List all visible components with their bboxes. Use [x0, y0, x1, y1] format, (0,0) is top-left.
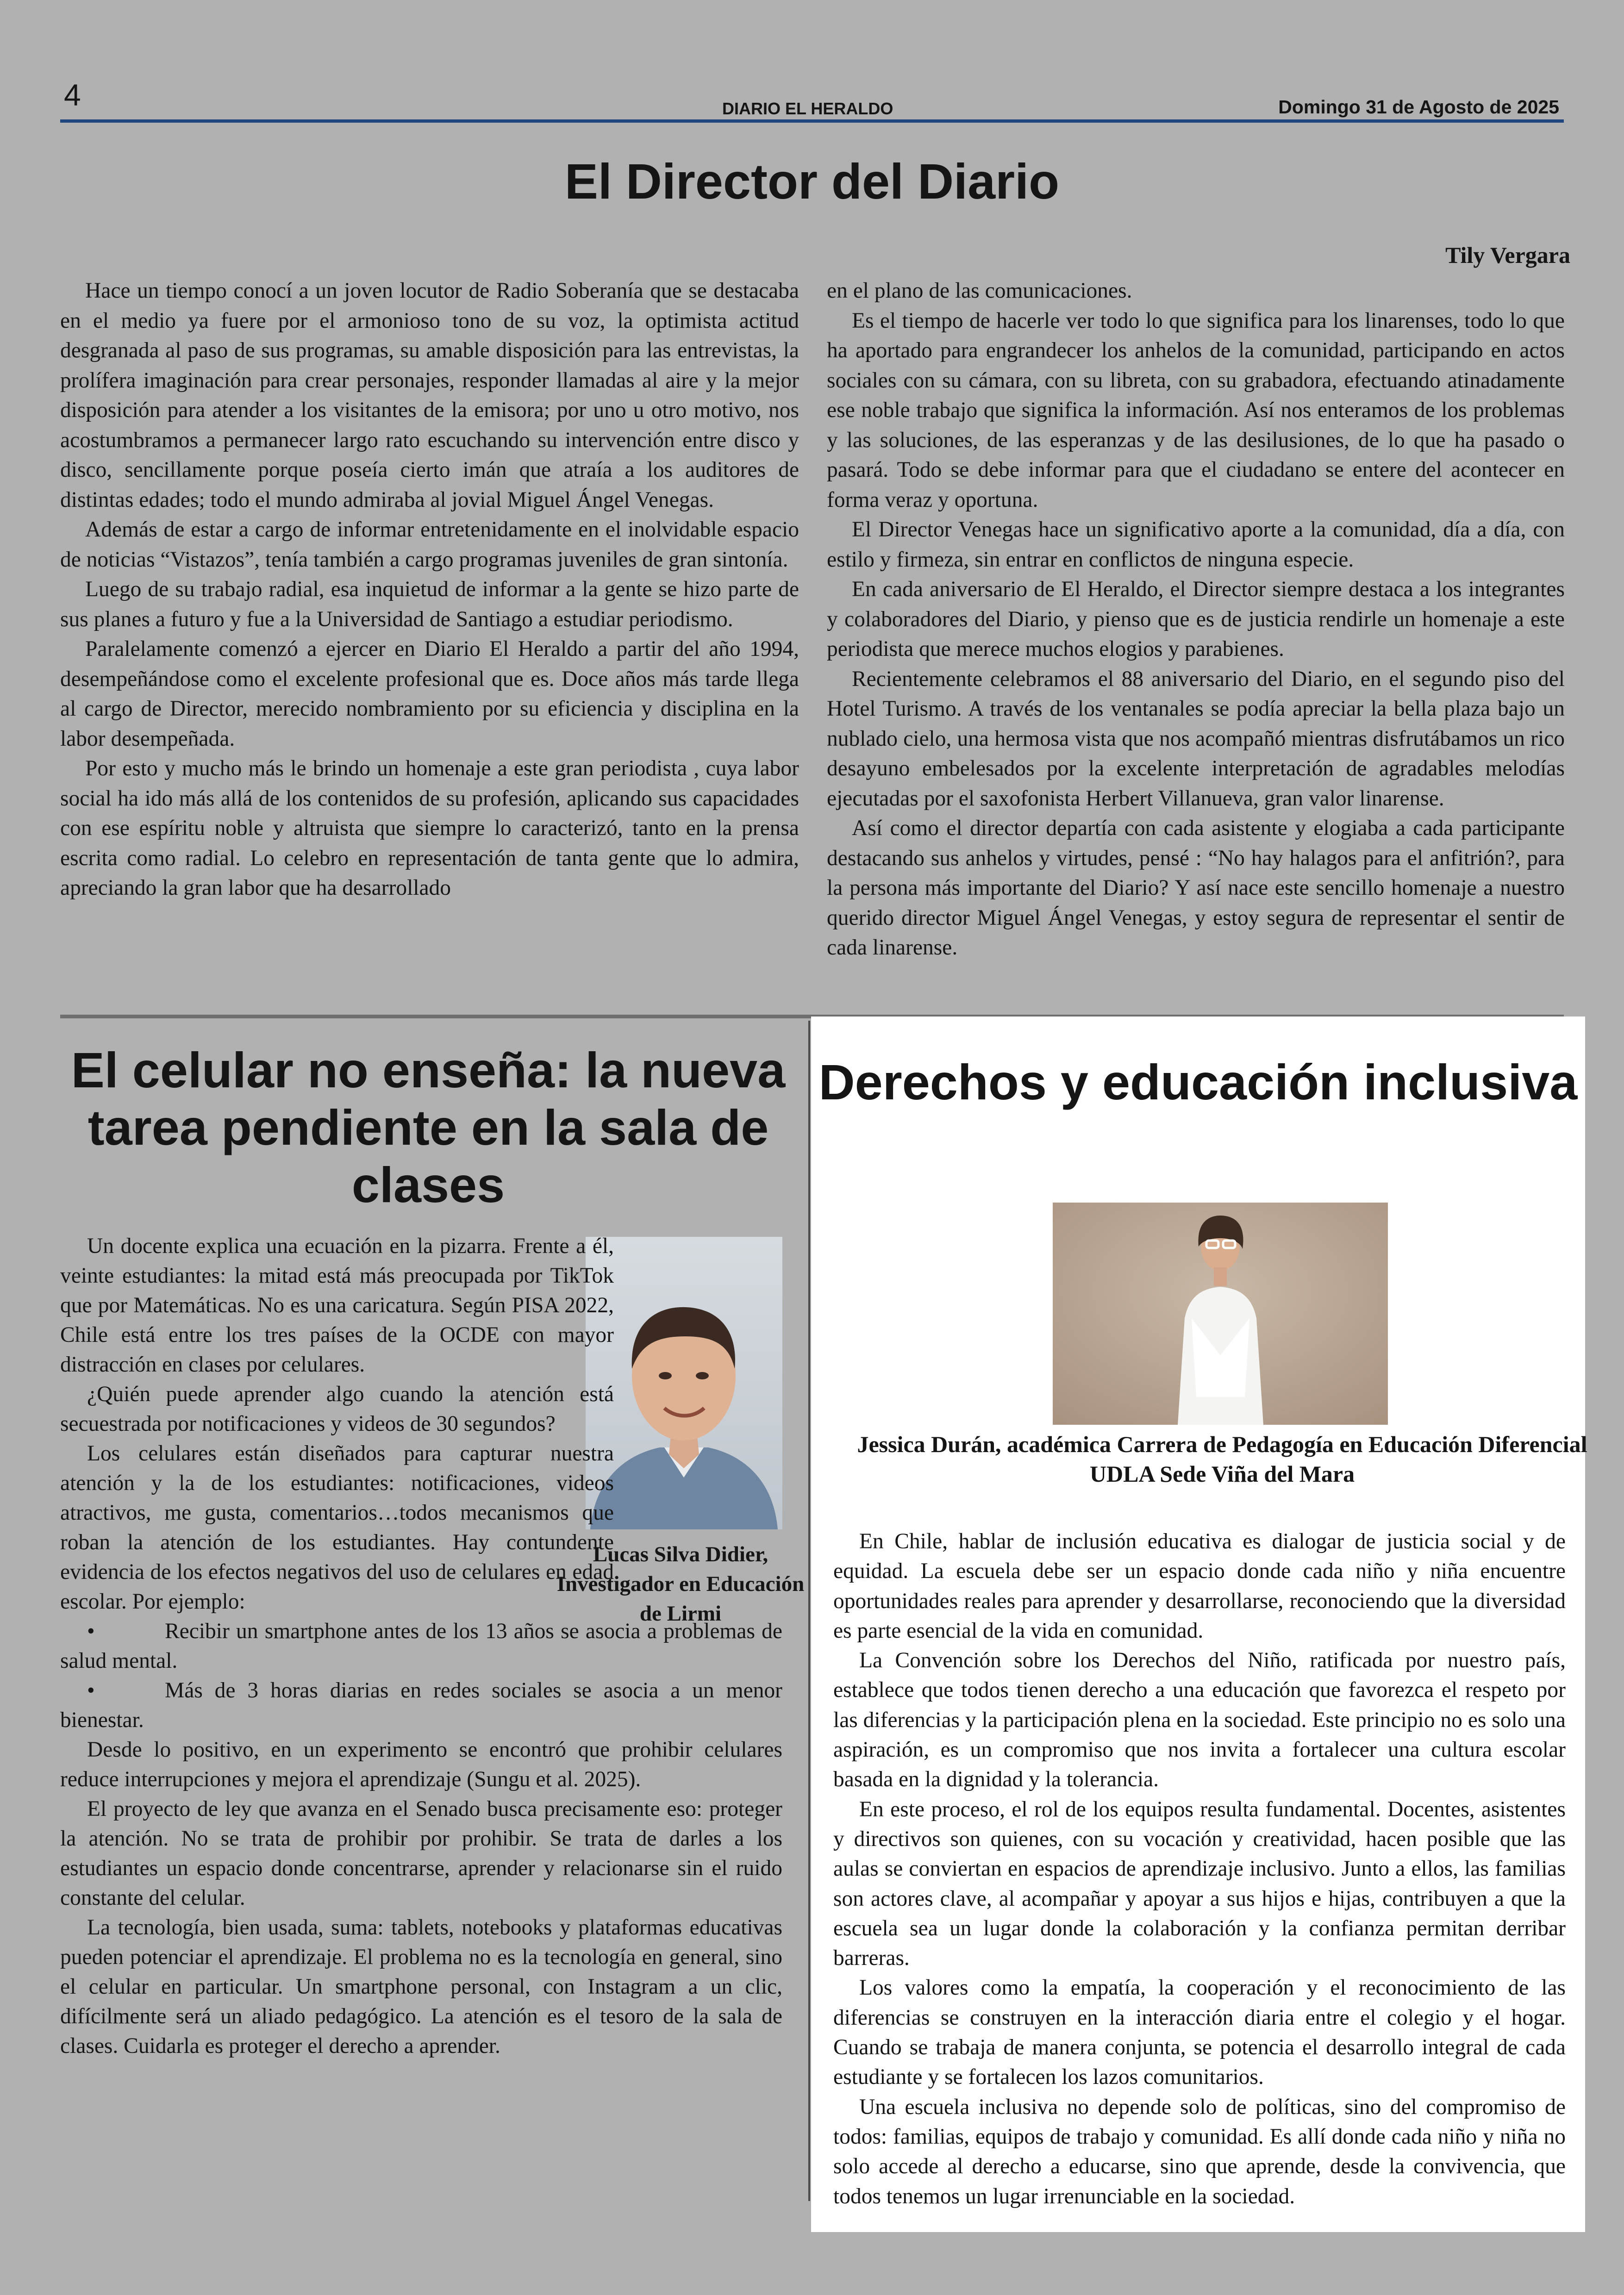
- paragraph: Los valores como la empatía, la cooperación y el reconocimiento de las diferencias se construyen en la interacción diaria entre el colegio y el hogar. Cuando se trabaja de manera conjunta, se potencia el desarrollo integral de cada estudiante y se fortalecen los lazos comunitarios.: [833, 1976, 1566, 2089]
- list-item-text: Más de 3 horas diarias en redes sociales se asocia a un menor bienestar.: [60, 1678, 782, 1732]
- paragraph: Recientemente celebramos el 88 aniversario del Diario, en el segundo piso del Hotel Turismo. A través de los ventanales se podía apreciar la bella plaza bajo un nublado cielo, una hermosa vista que nos acompañó mientras disfrutábamos un rico desayuno embelesados por la excelente interpretación de agradables melodías ejecutadas por el saxofonista Herbert Villanueva, gran valor linarense.: [827, 667, 1565, 811]
- bullet-icon: •: [87, 1678, 95, 1703]
- article-title-celular: El celular no enseña: la nueva tarea pendiente en la sala de clases: [71, 1042, 786, 1213]
- paragraph: Así como el director departía con cada asistente y elogiaba a cada participante destacando sus anhelos y virtudes, pensé : “No hay halagos para el anfitrión?, para la persona más importante del Diario? Y así nace este sencillo homenaje a nuestro querido director Miguel Ángel Venegas, y estoy segura de representar el sentir de cada linarense.: [827, 816, 1565, 960]
- paragraph: Paralelamente comenzó a ejercer en Diario El Heraldo a partir del año 1994, desempeñándose como el excelente profesional que es. Doce años más tarde llega al cargo de Director, merecido nombramiento por su eficiencia y disciplina en la labor desempeñada.: [60, 637, 799, 751]
- paragraph: La Convención sobre los Derechos del Niño, ratificada por nuestro país, establece que todos tienen derecho a una educación que favorezca el respeto por las diferencias y la participación plena en la sociedad. Este principio no es solo una aspiración, es un compromiso que nos invita a fortalecer una cultura escolar basada en la dignidad y la tolerancia.: [833, 1648, 1566, 1792]
- paragraph: Desde lo positivo, en un experimento se encontró que prohibir celulares reduce interrupciones y mejora el aprendizaje (Sungu et al. 2025).: [60, 1738, 782, 1791]
- paragraph: Un docente explica una ecuación en la pizarra. Frente a él, veinte estudiantes: la mitad está más preocupada por TikTok que por Matemáticas. No es una caricatura. Según PISA 2022, Chile está entre los tres países de la OCDE con mayor distracción en clases por celulares.: [60, 1234, 614, 1377]
- list-item: [60, 1616, 782, 1676]
- article-author: Tily Vergara: [1445, 242, 1570, 268]
- paragraph: En este proceso, el rol de los equipos resulta fundamental. Docentes, asistentes y directivos son quienes, con su vocación y creatividad, hacen posible que las aulas se conviertan en espacios de aprendizaje inclusivo. Junto a ellos, las familias son actores clave, al acompañar y apoyar a sus hijos e hijas, contribuyen a que la escuela sea un lugar donde la colaboración y la confianza permitan derribar barreras.: [833, 1797, 1566, 1971]
- paragraph: En cada aniversario de El Heraldo, el Director siempre destaca a los integrantes y colaboradores del Diario, y pienso que es de justicia rendirle un homenaje a este periodista que merece muchos elogios y parabienes.: [827, 577, 1565, 661]
- article-celular-body: [60, 1231, 782, 2061]
- paragraph: Hace un tiempo conocí a un joven locutor de Radio Soberanía que se destacaba en el medio ya fuere por el armonioso tono de su voz, la optimista actitud desgranada al paso de sus programas, su amable disposición para las entrevistas, la prolífera imaginación para crear personajes, responder llamadas al aire y la mejor disposición para atender a los visitantes de la emisora; por uno u otro motivo, nos acostumbramos a permanecer largo rato escuchando su intervención entre disco y disco, sencillamente porque poseía cierto imán que atraía a los auditores de distintas edades; todo el mundo admiraba al jovial Miguel Ángel Venegas.: [60, 279, 799, 512]
- article-director-column-1: [60, 276, 799, 903]
- paragraph: La tecnología, bien usada, suma: tablets, notebooks y plataformas educativas pueden potenciar el aprendizaje. El problema no es la tecnología en general, sino el celular en particular. Un smartphone personal, con Instagram a un clic, difícilmente será un aliado pedagógico. La atención es el tesoro de la sala de clases. Cuidarla es proteger el derecho a aprender.: [60, 1915, 782, 2058]
- author-photo-jessica-duran: [1053, 1203, 1388, 1425]
- issue-date: Domingo 31 de Agosto de 2025: [1278, 96, 1559, 118]
- article-director-column-2: [827, 276, 1565, 963]
- newspaper-name: DIARIO EL HERALDO: [722, 99, 893, 118]
- article-inclusiva-body: [833, 1527, 1566, 2211]
- photo-caption-jessica-duran: Jessica Durán, académica Carrera de Pedagogía en Educación Diferencial UDLA Sede Viña del Mara: [857, 1431, 1587, 1487]
- list-item-text: Recibir un smartphone antes de los 13 años se asocia a problemas de salud mental.: [60, 1619, 782, 1673]
- paragraph: El Director Venegas hace un significativo aporte a la comunidad, día a día, con estilo y firmeza, sin entrar en conflictos de ninguna especie.: [827, 518, 1565, 572]
- paragraph: ¿Quién puede aprender algo cuando la atención está secuestrada por notificaciones y videos de 30 segundos?: [60, 1382, 614, 1436]
- page-number: 4: [64, 78, 81, 112]
- paragraph: Por esto y mucho más le brindo un homenaje a este gran periodista , cuya labor social ha ido más allá de los contenidos de su profesión, aplicando sus capacidades con ese espíritu noble y altruista que siempre lo caracterizó, tanto en la prensa escrita como radial. Lo celebro en representación de tanta gente que lo admira, apreciando la gran labor que ha desarrollado: [60, 756, 799, 900]
- paragraph: Además de estar a cargo de informar entretenidamente en el inolvidable espacio de noticias “Vistazos”, tenía también a cargo programas juveniles de gran sintonía.: [60, 518, 799, 572]
- paragraph: Es el tiempo de hacerle ver todo lo que significa para los linarenses, todo lo que ha aportado para engrandecer los anhelos de la comunidad, participando en actos sociales con su cámara, con su libreta, con su grabadora, efectuando atinadamente ese noble trabajo que significa la información. Así nos enteramos de los problemas y las soluciones, de las esperanzas y de las desilusiones, de lo que ha pasado o pasará. Todo se debe informar para que el ciudadano se entere del acontecer en forma veraz y oportuna.: [827, 308, 1565, 512]
- bullet-icon: •: [87, 1619, 95, 1643]
- photo-caption-lucas-silva: Lucas Silva Didier, Investigador en Educación de Lirmi: [556, 1542, 805, 1626]
- paragraph: Una escuela inclusiva no depende solo de políticas, sino del compromiso de todos: familias, equipos de trabajo y comunidad. Es allí donde cada niño y niña no solo accede al derecho a educarse, sino que aprende, desde la convivencia, que todos tenemos un lugar irrenunciable en la sociedad.: [833, 2095, 1566, 2208]
- paragraph: En Chile, hablar de inclusión educativa es dialogar de justicia social y de equidad. La escuela debe ser un espacio donde cada niño y niña encuentre oportunidades reales para aprender y desarrollarse, reconociendo que la diversidad es parte esencial de la vida en comunidad.: [833, 1529, 1566, 1643]
- list-item: [60, 1676, 782, 1735]
- column-divider: [808, 1021, 810, 2201]
- article-title-director: El Director del Diario: [564, 153, 1060, 209]
- paragraph: Luego de su trabajo radial, esa inquietud de informar a la gente se hizo parte de sus planes a futuro y fue a la Universidad de Santiago a estudiar periodismo.: [60, 577, 799, 631]
- header-rule: [60, 119, 1564, 123]
- article-title-inclusiva: Derechos y educación inclusiva: [818, 1054, 1578, 1110]
- paragraph: Los celulares están diseñados para capturar nuestra atención y la de los estudiantes: notificaciones, videos atractivos, me gusta, comentarios…todos mecanismos que roban la atención de los estudiantes. Hay contundente evidencia de los efectos negativos del uso de celulares en edad escolar. Por ejemplo:: [60, 1441, 614, 1614]
- paragraph: en el plano de las comunicaciones.: [827, 279, 1132, 303]
- paragraph: El proyecto de ley que avanza en el Senado busca precisamente eso: proteger la atención. No se trata de prohibir por prohibir. Se trata de darles a los estudiantes un espacio donde concentrarse, aprender y relacionarse sin el ruido constante del celular.: [60, 1797, 782, 1910]
